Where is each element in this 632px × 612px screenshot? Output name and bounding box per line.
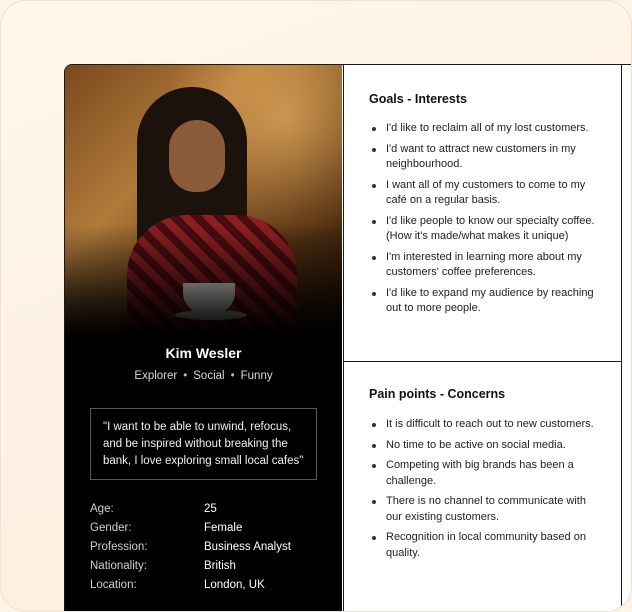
persona-tag: Social: [193, 370, 225, 382]
photo-fade-overlay: [65, 225, 342, 335]
detail-label: Location:: [90, 579, 137, 591]
persona-quote: "I want to be able to unwind, refocus, and be inspired without breaking the bank, I love exploring small local cafes": [90, 408, 317, 480]
goals-list: [369, 121, 601, 322]
persona-tag: Funny: [240, 370, 273, 382]
goal-item: I want all of my customers to come to my café on a regular basis.: [369, 178, 601, 209]
detail-row-location: [90, 579, 330, 598]
detail-label: Gender:: [90, 522, 132, 534]
detail-value: 25: [204, 503, 217, 515]
pain-point-item: It is difficult to reach out to new customers.: [369, 417, 601, 433]
pain-points-section: [344, 362, 621, 612]
persona-details: [90, 503, 330, 598]
persona-card: [64, 64, 632, 612]
goals-section: [344, 65, 621, 362]
detail-label: Age:: [90, 503, 114, 515]
detail-row-profession: [90, 541, 330, 560]
persona-profile-panel: [65, 65, 342, 612]
detail-value: Female: [204, 522, 243, 534]
persona-name: Kim Wesler: [165, 345, 242, 361]
persona-tag: Explorer: [134, 370, 178, 382]
goal-item: I'd like to expand my audience by reaching out to more people.: [369, 286, 601, 317]
detail-row-age: [90, 503, 330, 522]
pain-points-title: Pain points - Concerns: [369, 387, 506, 401]
persona-info-panel: [343, 65, 621, 612]
pain-point-item: No time to be active on social media.: [369, 438, 601, 454]
pain-point-item: Competing with big brands has been a challenge.: [369, 458, 601, 489]
goal-item: I'd like people to know our specialty coffee. (How it's made/what makes it unique): [369, 214, 601, 245]
detail-value: British: [204, 560, 236, 572]
pain-point-item: Recognition in local community based on quality.: [369, 530, 601, 561]
goal-item: I'd like to reclaim all of my lost customers.: [369, 121, 601, 137]
goals-title: Goals - Interests: [369, 92, 467, 106]
detail-value: Business Analyst: [204, 541, 291, 553]
next-panel-edge: [621, 65, 632, 612]
detail-row-nationality: [90, 560, 330, 579]
persona-tags: [65, 370, 342, 382]
tag-separator: •: [230, 370, 235, 382]
goal-item: I'm interested in learning more about my customers' coffee preferences.: [369, 250, 601, 281]
pain-point-item: There is no channel to communicate with our existing customers.: [369, 494, 601, 525]
goal-item: I'd want to attract new customers in my neighbourhood.: [369, 142, 601, 173]
tag-separator: •: [183, 370, 188, 382]
detail-label: Nationality:: [90, 560, 147, 572]
detail-value: London, UK: [204, 579, 265, 591]
persona-photo: [65, 65, 342, 335]
photo-face-shape: [169, 120, 225, 192]
detail-label: Profession:: [90, 541, 148, 553]
detail-row-gender: [90, 522, 330, 541]
pain-points-list: [369, 417, 601, 566]
